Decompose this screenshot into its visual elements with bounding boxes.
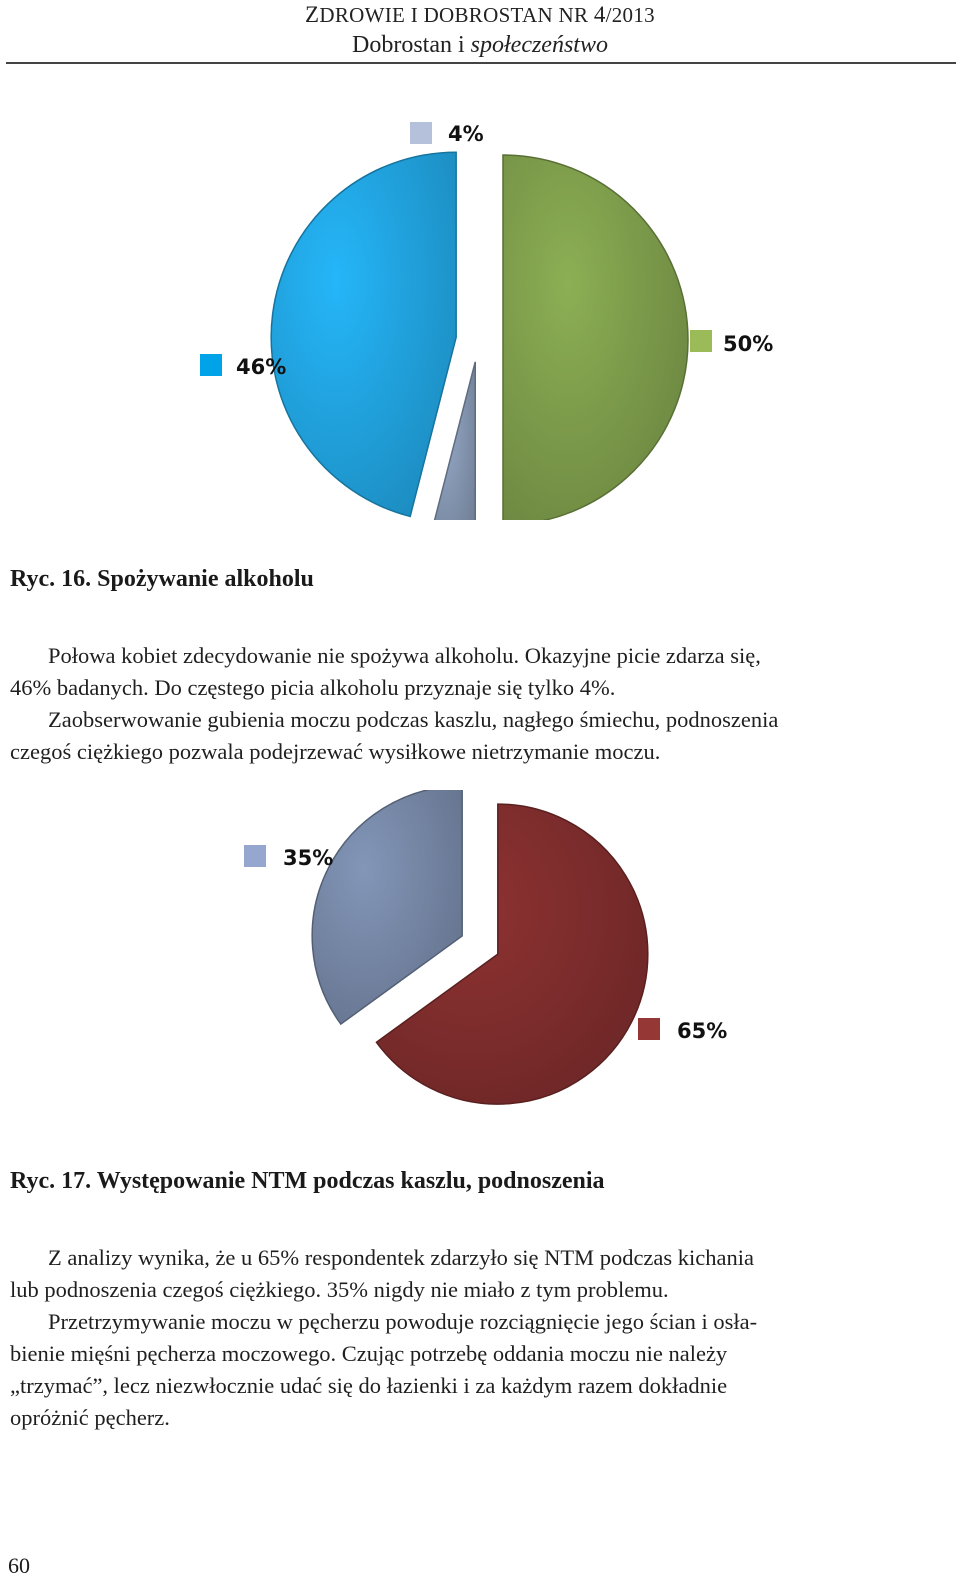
section-italic: społeczeństwo xyxy=(470,32,608,58)
section-prefix: Dobrostan i xyxy=(352,32,471,58)
paragraph-line: 46% badanych. Do częstego picia alkoholu przyznaje się tylko 4%. xyxy=(10,675,616,700)
slice-label-35pct: 35% xyxy=(283,846,334,870)
alcohol-pie-chart xyxy=(0,100,960,520)
header-divider xyxy=(6,62,956,64)
legend-swatch-35pct xyxy=(244,845,266,867)
slice-label-50pct: 50% xyxy=(723,332,774,356)
slice-label-65pct: 65% xyxy=(677,1019,728,1043)
legend-swatch-50pct xyxy=(690,330,712,352)
figure-16-caption: Ryc. 16. Spożywanie alkoholu xyxy=(10,566,314,592)
section-title xyxy=(0,32,960,59)
journal-title-rest: DROWIE I DOBROSTAN NR xyxy=(319,3,594,27)
slice-label-46pct: 46% xyxy=(236,355,287,379)
legend-swatch-46pct xyxy=(200,354,222,376)
paragraph-line: opróżnić pęcherz. xyxy=(10,1405,170,1430)
pie-slice-46pct xyxy=(271,152,456,516)
page-number: 60 xyxy=(8,1553,30,1578)
paragraph-line: bienie mięśni pęcherza moczowego. Czując potrzebę oddania moczu nie należy xyxy=(10,1341,728,1366)
journal-issue: 4 xyxy=(593,2,606,27)
journal-title-initial: Z xyxy=(305,2,320,27)
pie-slice-50pct xyxy=(503,155,688,520)
paragraph-line: Zaobserwowanie gubienia moczu podczas kaszlu, nagłego śmiechu, podnoszenia xyxy=(48,707,779,732)
legend-swatch-4pct xyxy=(410,122,432,144)
paragraph-line: lub podnoszenia czegoś ciężkiego. 35% nigdy nie miało z tym problemu. xyxy=(10,1277,669,1302)
paragraph-line: czegoś ciężkiego pozwala podejrzewać wysiłkowe nietrzymanie moczu. xyxy=(10,739,661,764)
pie-slice-35pct xyxy=(312,790,462,1024)
figure-17-caption: Ryc. 17. Występowanie NTM podczas kaszlu, podnoszenia xyxy=(10,1168,605,1194)
journal-year: /2013 xyxy=(605,3,655,27)
paragraph-alcohol xyxy=(10,640,952,768)
slice-label-4pct: 4% xyxy=(448,122,484,146)
paragraph-line: „trzymać”, lecz niezwłocznie udać się do łazienki i za każdym razem dokładnie xyxy=(10,1373,728,1398)
paragraph-line: Przetrzymywanie moczu w pęcherzu powoduje rozciągnięcie jego ścian i osła- xyxy=(48,1309,758,1334)
journal-title xyxy=(0,2,960,28)
paragraph-line: Z analizy wynika, że u 65% respondentek zdarzyło się NTM podczas kichania xyxy=(48,1245,754,1270)
paragraph-ntm xyxy=(10,1242,952,1434)
legend-swatch-65pct xyxy=(638,1018,660,1040)
paragraph-line: Połowa kobiet zdecydowanie nie spożywa alkoholu. Okazyjne picie zdarza się, xyxy=(48,643,761,668)
ntm-pie-chart xyxy=(0,790,960,1110)
